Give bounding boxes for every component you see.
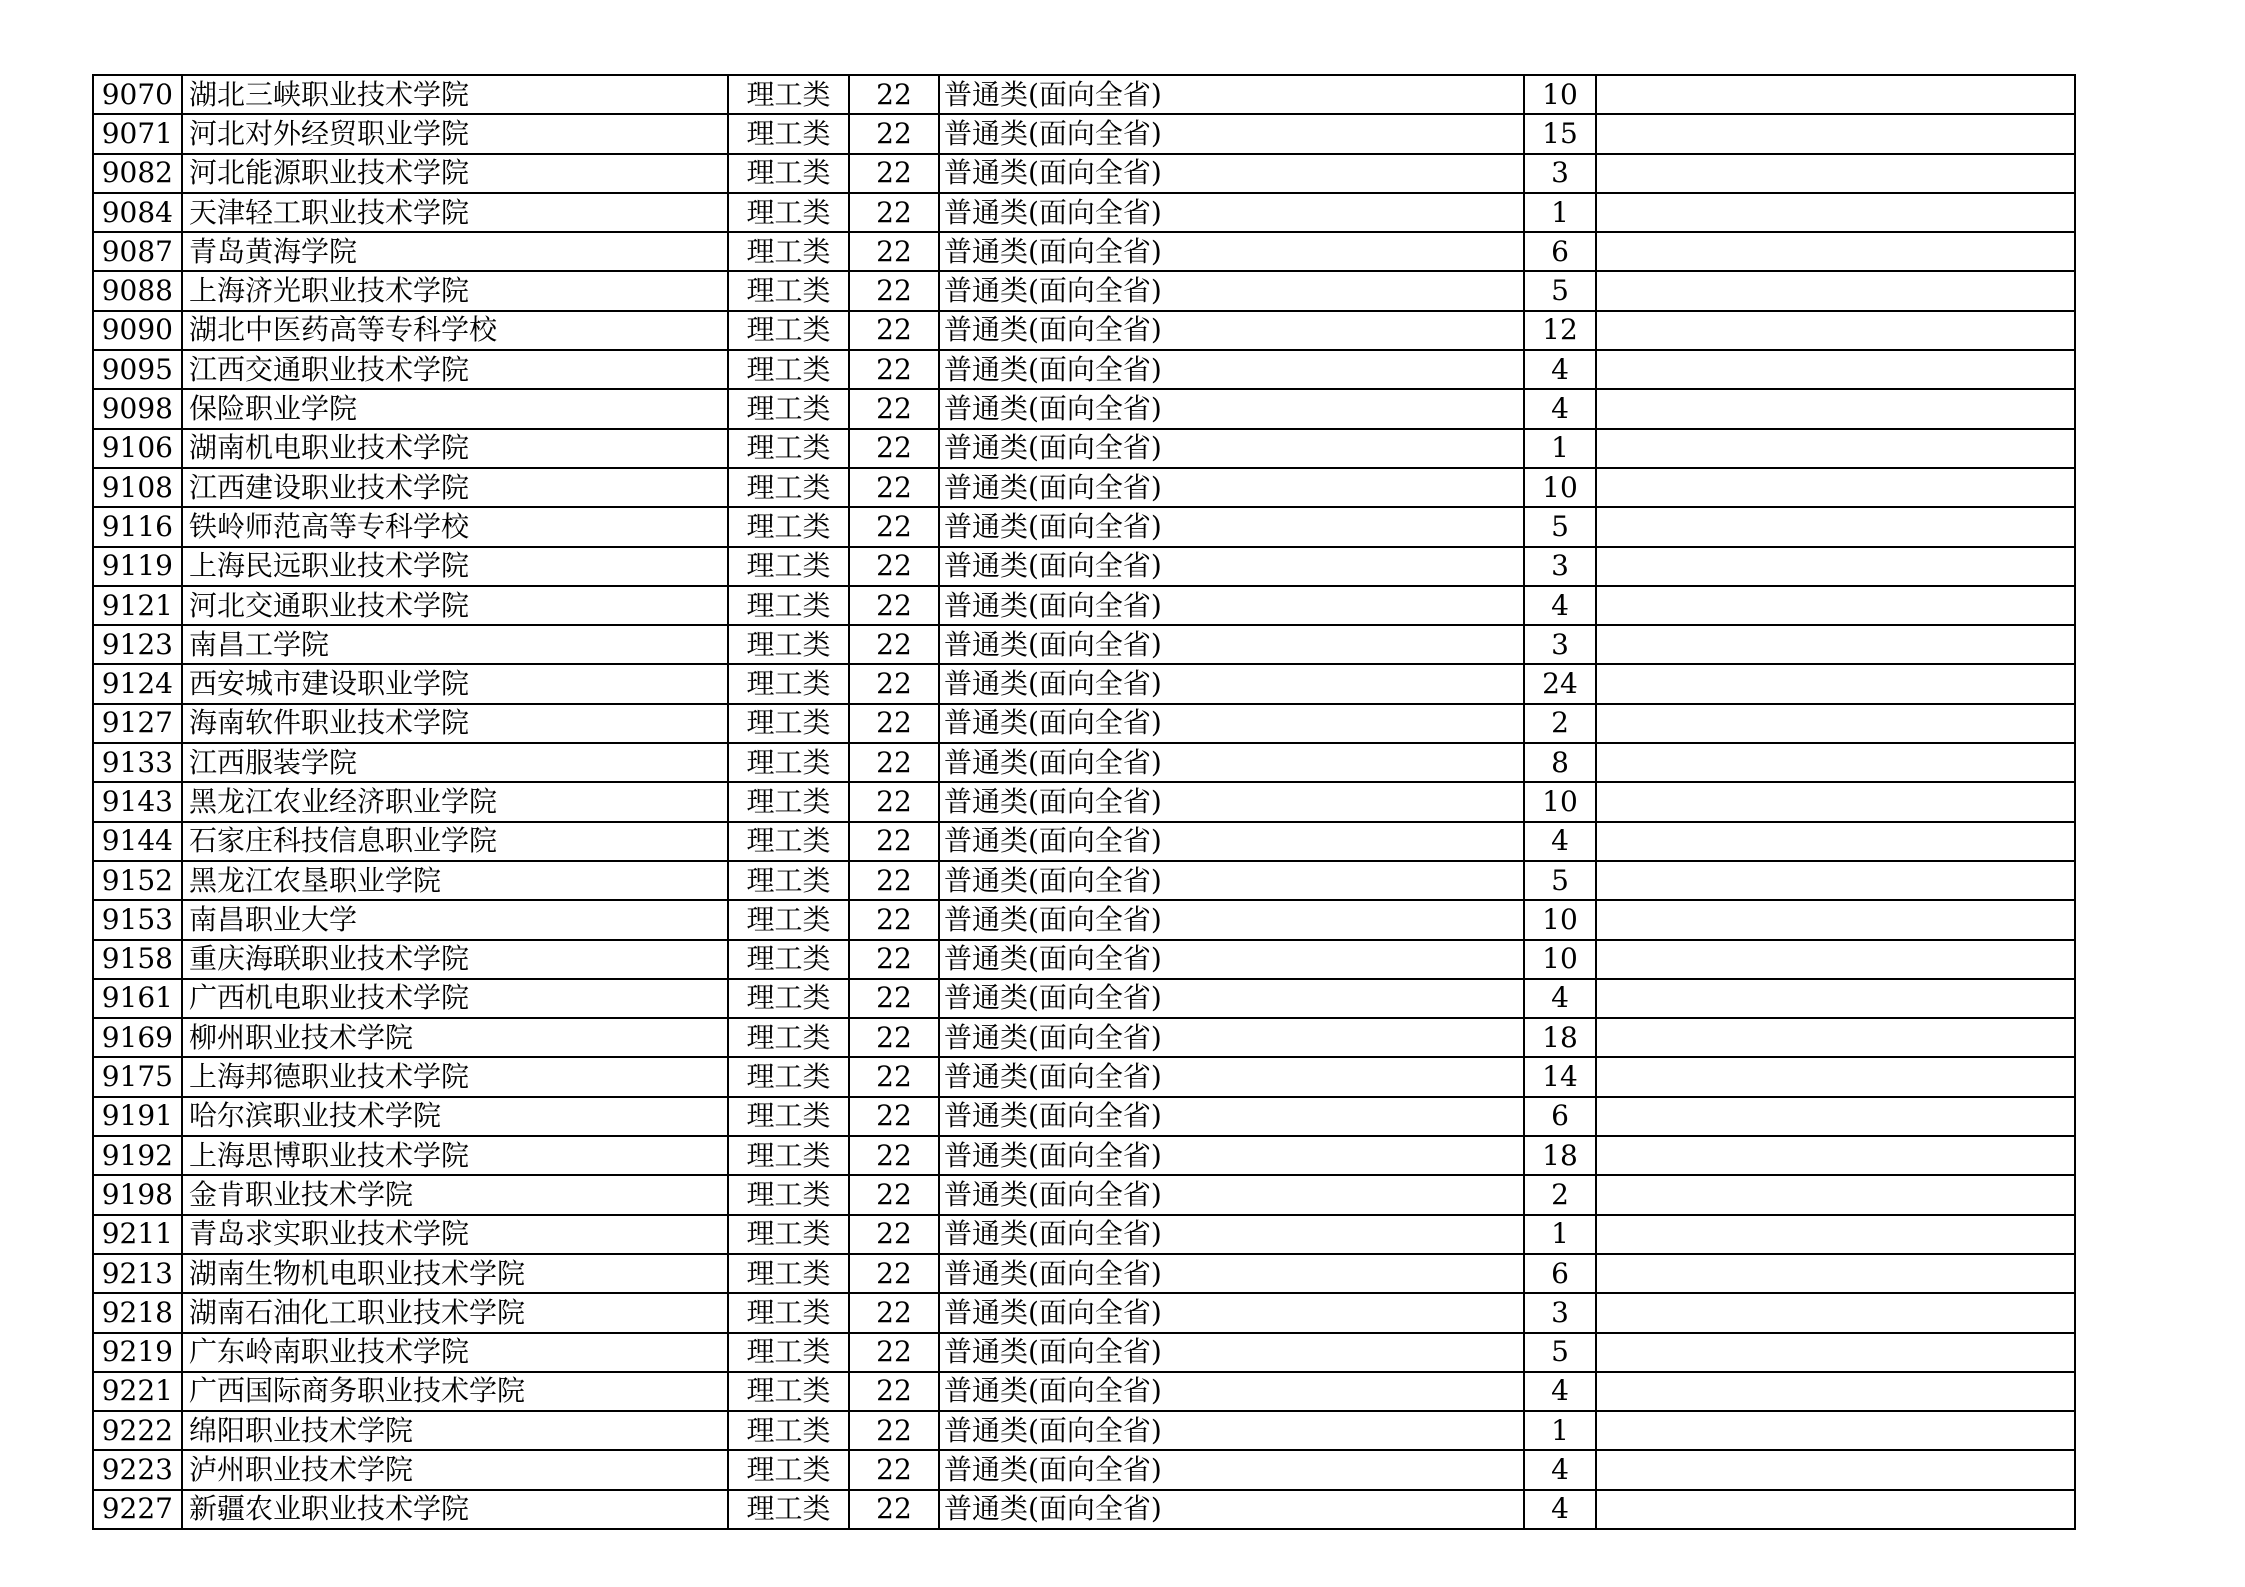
subject-category-cell: 理工类: [728, 1136, 849, 1175]
batch-code-cell: 22: [849, 979, 939, 1018]
subject-category-cell: 理工类: [728, 154, 849, 193]
plan-type-cell: 普通类(面向全省): [939, 507, 1524, 546]
table-row: [93, 271, 2075, 310]
school-name-cell: 湖南石油化工职业技术学院: [182, 1293, 728, 1332]
remarks-cell: [1596, 900, 2075, 939]
quota-count-cell: 4: [1524, 350, 1596, 389]
batch-code-cell: 22: [849, 782, 939, 821]
school-code-cell: 9127: [93, 704, 182, 743]
table-row: [93, 743, 2075, 782]
subject-category-cell: 理工类: [728, 1215, 849, 1254]
table-row: [93, 861, 2075, 900]
batch-code-cell: 22: [849, 1097, 939, 1136]
quota-count-cell: 10: [1524, 940, 1596, 979]
school-name-cell: 天津轻工职业技术学院: [182, 193, 728, 232]
remarks-cell: [1596, 154, 2075, 193]
table-row: [93, 232, 2075, 271]
school-name-cell: 西安城市建设职业学院: [182, 664, 728, 703]
table-row: [93, 1333, 2075, 1372]
school-name-cell: 上海思博职业技术学院: [182, 1136, 728, 1175]
school-name-cell: 柳州职业技术学院: [182, 1018, 728, 1057]
remarks-cell: [1596, 1450, 2075, 1489]
quota-count-cell: 5: [1524, 861, 1596, 900]
school-code-cell: 9095: [93, 350, 182, 389]
table-row: [93, 782, 2075, 821]
subject-category-cell: 理工类: [728, 1293, 849, 1332]
school-code-cell: 9084: [93, 193, 182, 232]
table-row: [93, 1215, 2075, 1254]
batch-code-cell: 22: [849, 193, 939, 232]
school-code-cell: 9219: [93, 1333, 182, 1372]
plan-type-cell: 普通类(面向全省): [939, 664, 1524, 703]
batch-code-cell: 22: [849, 75, 939, 114]
batch-code-cell: 22: [849, 1411, 939, 1450]
batch-code-cell: 22: [849, 271, 939, 310]
quota-count-cell: 4: [1524, 1372, 1596, 1411]
table-row: [93, 664, 2075, 703]
school-code-cell: 9087: [93, 232, 182, 271]
batch-code-cell: 22: [849, 232, 939, 271]
table-row: [93, 350, 2075, 389]
table-row: [93, 625, 2075, 664]
table-row: [93, 1057, 2075, 1096]
remarks-cell: [1596, 940, 2075, 979]
plan-type-cell: 普通类(面向全省): [939, 350, 1524, 389]
remarks-cell: [1596, 468, 2075, 507]
school-name-cell: 湖南机电职业技术学院: [182, 429, 728, 468]
quota-count-cell: 1: [1524, 429, 1596, 468]
batch-code-cell: 22: [849, 861, 939, 900]
table-body: [93, 75, 2075, 1529]
remarks-cell: [1596, 1293, 2075, 1332]
plan-type-cell: 普通类(面向全省): [939, 782, 1524, 821]
quota-count-cell: 4: [1524, 389, 1596, 428]
batch-code-cell: 22: [849, 625, 939, 664]
batch-code-cell: 22: [849, 154, 939, 193]
school-code-cell: 9133: [93, 743, 182, 782]
subject-category-cell: 理工类: [728, 507, 849, 546]
subject-category-cell: 理工类: [728, 1372, 849, 1411]
subject-category-cell: 理工类: [728, 350, 849, 389]
plan-type-cell: 普通类(面向全省): [939, 1333, 1524, 1372]
batch-code-cell: 22: [849, 1450, 939, 1489]
table-row: [93, 311, 2075, 350]
remarks-cell: [1596, 1136, 2075, 1175]
table-row: [93, 1293, 2075, 1332]
batch-code-cell: 22: [849, 900, 939, 939]
quota-count-cell: 3: [1524, 1293, 1596, 1332]
table-row: [93, 586, 2075, 625]
remarks-cell: [1596, 664, 2075, 703]
subject-category-cell: 理工类: [728, 586, 849, 625]
remarks-cell: [1596, 114, 2075, 153]
plan-type-cell: 普通类(面向全省): [939, 1372, 1524, 1411]
batch-code-cell: 22: [849, 1057, 939, 1096]
subject-category-cell: 理工类: [728, 232, 849, 271]
school-code-cell: 9198: [93, 1175, 182, 1214]
remarks-cell: [1596, 389, 2075, 428]
subject-category-cell: 理工类: [728, 1057, 849, 1096]
school-code-cell: 9152: [93, 861, 182, 900]
school-name-cell: 绵阳职业技术学院: [182, 1411, 728, 1450]
school-name-cell: 河北交通职业技术学院: [182, 586, 728, 625]
subject-category-cell: 理工类: [728, 743, 849, 782]
remarks-cell: [1596, 822, 2075, 861]
school-code-cell: 9144: [93, 822, 182, 861]
quota-count-cell: 1: [1524, 193, 1596, 232]
quota-count-cell: 6: [1524, 1254, 1596, 1293]
school-name-cell: 广西国际商务职业技术学院: [182, 1372, 728, 1411]
plan-type-cell: 普通类(面向全省): [939, 1490, 1524, 1529]
quota-count-cell: 8: [1524, 743, 1596, 782]
school-name-cell: 上海民远职业技术学院: [182, 547, 728, 586]
batch-code-cell: 22: [849, 429, 939, 468]
subject-category-cell: 理工类: [728, 311, 849, 350]
school-code-cell: 9143: [93, 782, 182, 821]
table-row: [93, 979, 2075, 1018]
table-row: [93, 507, 2075, 546]
school-name-cell: 湖南生物机电职业技术学院: [182, 1254, 728, 1293]
remarks-cell: [1596, 1097, 2075, 1136]
school-code-cell: 9124: [93, 664, 182, 703]
school-name-cell: 黑龙江农垦职业学院: [182, 861, 728, 900]
quota-count-cell: 5: [1524, 1333, 1596, 1372]
subject-category-cell: 理工类: [728, 547, 849, 586]
remarks-cell: [1596, 782, 2075, 821]
remarks-cell: [1596, 232, 2075, 271]
school-code-cell: 9213: [93, 1254, 182, 1293]
quota-count-cell: 10: [1524, 468, 1596, 507]
subject-category-cell: 理工类: [728, 193, 849, 232]
quota-count-cell: 24: [1524, 664, 1596, 703]
batch-code-cell: 22: [849, 1254, 939, 1293]
remarks-cell: [1596, 193, 2075, 232]
subject-category-cell: 理工类: [728, 468, 849, 507]
plan-type-cell: 普通类(面向全省): [939, 625, 1524, 664]
batch-code-cell: 22: [849, 822, 939, 861]
subject-category-cell: 理工类: [728, 822, 849, 861]
plan-type-cell: 普通类(面向全省): [939, 900, 1524, 939]
batch-code-cell: 22: [849, 547, 939, 586]
subject-category-cell: 理工类: [728, 429, 849, 468]
quota-count-cell: 4: [1524, 979, 1596, 1018]
remarks-cell: [1596, 1333, 2075, 1372]
remarks-cell: [1596, 1372, 2075, 1411]
school-code-cell: 9218: [93, 1293, 182, 1332]
quota-count-cell: 14: [1524, 1057, 1596, 1096]
table-row: [93, 1097, 2075, 1136]
table-row: [93, 1254, 2075, 1293]
quota-count-cell: 4: [1524, 1490, 1596, 1529]
school-name-cell: 黑龙江农业经济职业学院: [182, 782, 728, 821]
quota-count-cell: 1: [1524, 1411, 1596, 1450]
school-name-cell: 南昌工学院: [182, 625, 728, 664]
remarks-cell: [1596, 507, 2075, 546]
remarks-cell: [1596, 625, 2075, 664]
school-code-cell: 9090: [93, 311, 182, 350]
plan-type-cell: 普通类(面向全省): [939, 1175, 1524, 1214]
batch-code-cell: 22: [849, 389, 939, 428]
subject-category-cell: 理工类: [728, 1333, 849, 1372]
subject-category-cell: 理工类: [728, 1018, 849, 1057]
subject-category-cell: 理工类: [728, 664, 849, 703]
table-row: [93, 389, 2075, 428]
plan-type-cell: 普通类(面向全省): [939, 1018, 1524, 1057]
school-code-cell: 9161: [93, 979, 182, 1018]
plan-type-cell: 普通类(面向全省): [939, 979, 1524, 1018]
table-row: [93, 468, 2075, 507]
table-row: [93, 1136, 2075, 1175]
school-code-cell: 9123: [93, 625, 182, 664]
school-name-cell: 铁岭师范高等专科学校: [182, 507, 728, 546]
remarks-cell: [1596, 1490, 2075, 1529]
batch-code-cell: 22: [849, 311, 939, 350]
batch-code-cell: 22: [849, 586, 939, 625]
subject-category-cell: 理工类: [728, 861, 849, 900]
plan-type-cell: 普通类(面向全省): [939, 429, 1524, 468]
table-row: [93, 1490, 2075, 1529]
quota-count-cell: 4: [1524, 822, 1596, 861]
subject-category-cell: 理工类: [728, 1490, 849, 1529]
quota-count-cell: 10: [1524, 782, 1596, 821]
subject-category-cell: 理工类: [728, 1175, 849, 1214]
school-name-cell: 河北对外经贸职业学院: [182, 114, 728, 153]
table-row: [93, 154, 2075, 193]
quota-count-cell: 6: [1524, 1097, 1596, 1136]
subject-category-cell: 理工类: [728, 75, 849, 114]
school-code-cell: 9116: [93, 507, 182, 546]
remarks-cell: [1596, 743, 2075, 782]
plan-type-cell: 普通类(面向全省): [939, 1450, 1524, 1489]
school-code-cell: 9158: [93, 940, 182, 979]
school-name-cell: 海南软件职业技术学院: [182, 704, 728, 743]
batch-code-cell: 22: [849, 114, 939, 153]
remarks-cell: [1596, 547, 2075, 586]
subject-category-cell: 理工类: [728, 704, 849, 743]
subject-category-cell: 理工类: [728, 979, 849, 1018]
remarks-cell: [1596, 979, 2075, 1018]
plan-type-cell: 普通类(面向全省): [939, 193, 1524, 232]
plan-type-cell: 普通类(面向全省): [939, 1411, 1524, 1450]
quota-count-cell: 6: [1524, 232, 1596, 271]
plan-type-cell: 普通类(面向全省): [939, 1293, 1524, 1332]
table-row: [93, 429, 2075, 468]
plan-type-cell: 普通类(面向全省): [939, 1136, 1524, 1175]
school-code-cell: 9121: [93, 586, 182, 625]
batch-code-cell: 22: [849, 1018, 939, 1057]
batch-code-cell: 22: [849, 1175, 939, 1214]
batch-code-cell: 22: [849, 1333, 939, 1372]
plan-type-cell: 普通类(面向全省): [939, 704, 1524, 743]
school-name-cell: 青岛黄海学院: [182, 232, 728, 271]
school-code-cell: 9192: [93, 1136, 182, 1175]
school-name-cell: 江西交通职业技术学院: [182, 350, 728, 389]
batch-code-cell: 22: [849, 1136, 939, 1175]
table-row: [93, 1175, 2075, 1214]
plan-type-cell: 普通类(面向全省): [939, 468, 1524, 507]
school-code-cell: 9108: [93, 468, 182, 507]
quota-count-cell: 2: [1524, 704, 1596, 743]
school-name-cell: 湖北三峡职业技术学院: [182, 75, 728, 114]
subject-category-cell: 理工类: [728, 1097, 849, 1136]
quota-count-cell: 18: [1524, 1136, 1596, 1175]
quota-count-cell: 18: [1524, 1018, 1596, 1057]
remarks-cell: [1596, 1175, 2075, 1214]
subject-category-cell: 理工类: [728, 114, 849, 153]
table-row: [93, 547, 2075, 586]
quota-count-cell: 3: [1524, 625, 1596, 664]
remarks-cell: [1596, 75, 2075, 114]
subject-category-cell: 理工类: [728, 1254, 849, 1293]
plan-type-cell: 普通类(面向全省): [939, 311, 1524, 350]
school-code-cell: 9106: [93, 429, 182, 468]
remarks-cell: [1596, 586, 2075, 625]
table-row: [93, 940, 2075, 979]
school-name-cell: 新疆农业职业技术学院: [182, 1490, 728, 1529]
plan-type-cell: 普通类(面向全省): [939, 743, 1524, 782]
table-row: [93, 704, 2075, 743]
school-code-cell: 9175: [93, 1057, 182, 1096]
subject-category-cell: 理工类: [728, 1450, 849, 1489]
quota-count-cell: 4: [1524, 586, 1596, 625]
plan-type-cell: 普通类(面向全省): [939, 586, 1524, 625]
school-code-cell: 9191: [93, 1097, 182, 1136]
plan-type-cell: 普通类(面向全省): [939, 154, 1524, 193]
quota-count-cell: 2: [1524, 1175, 1596, 1214]
school-code-cell: 9221: [93, 1372, 182, 1411]
subject-category-cell: 理工类: [728, 625, 849, 664]
quota-count-cell: 3: [1524, 154, 1596, 193]
remarks-cell: [1596, 1254, 2075, 1293]
school-code-cell: 9071: [93, 114, 182, 153]
quota-count-cell: 1: [1524, 1215, 1596, 1254]
plan-type-cell: 普通类(面向全省): [939, 940, 1524, 979]
school-code-cell: 9070: [93, 75, 182, 114]
batch-code-cell: 22: [849, 1372, 939, 1411]
school-name-cell: 石家庄科技信息职业学院: [182, 822, 728, 861]
school-name-cell: 重庆海联职业技术学院: [182, 940, 728, 979]
batch-code-cell: 22: [849, 507, 939, 546]
school-code-cell: 9153: [93, 900, 182, 939]
batch-code-cell: 22: [849, 1293, 939, 1332]
subject-category-cell: 理工类: [728, 940, 849, 979]
school-code-cell: 9211: [93, 1215, 182, 1254]
school-code-cell: 9222: [93, 1411, 182, 1450]
school-name-cell: 金肯职业技术学院: [182, 1175, 728, 1214]
enrollment-plan-table: [92, 74, 2076, 1530]
plan-type-cell: 普通类(面向全省): [939, 1097, 1524, 1136]
table-row: [93, 1018, 2075, 1057]
remarks-cell: [1596, 1018, 2075, 1057]
remarks-cell: [1596, 271, 2075, 310]
batch-code-cell: 22: [849, 1490, 939, 1529]
school-name-cell: 广东岭南职业技术学院: [182, 1333, 728, 1372]
remarks-cell: [1596, 704, 2075, 743]
plan-type-cell: 普通类(面向全省): [939, 1215, 1524, 1254]
table-row: [93, 75, 2075, 114]
plan-type-cell: 普通类(面向全省): [939, 822, 1524, 861]
quota-count-cell: 15: [1524, 114, 1596, 153]
school-name-cell: 南昌职业大学: [182, 900, 728, 939]
school-name-cell: 江西服装学院: [182, 743, 728, 782]
plan-type-cell: 普通类(面向全省): [939, 75, 1524, 114]
batch-code-cell: 22: [849, 1215, 939, 1254]
school-name-cell: 哈尔滨职业技术学院: [182, 1097, 728, 1136]
school-name-cell: 上海济光职业技术学院: [182, 271, 728, 310]
plan-type-cell: 普通类(面向全省): [939, 547, 1524, 586]
remarks-cell: [1596, 350, 2075, 389]
table-row: [93, 1372, 2075, 1411]
quota-count-cell: 5: [1524, 507, 1596, 546]
plan-type-cell: 普通类(面向全省): [939, 861, 1524, 900]
subject-category-cell: 理工类: [728, 389, 849, 428]
batch-code-cell: 22: [849, 664, 939, 703]
batch-code-cell: 22: [849, 704, 939, 743]
school-name-cell: 江西建设职业技术学院: [182, 468, 728, 507]
quota-count-cell: 3: [1524, 547, 1596, 586]
table-row: [93, 193, 2075, 232]
subject-category-cell: 理工类: [728, 900, 849, 939]
remarks-cell: [1596, 861, 2075, 900]
batch-code-cell: 22: [849, 468, 939, 507]
plan-type-cell: 普通类(面向全省): [939, 271, 1524, 310]
school-name-cell: 青岛求实职业技术学院: [182, 1215, 728, 1254]
subject-category-cell: 理工类: [728, 1411, 849, 1450]
plan-type-cell: 普通类(面向全省): [939, 389, 1524, 428]
table-row: [93, 1450, 2075, 1489]
school-name-cell: 保险职业学院: [182, 389, 728, 428]
table-row: [93, 900, 2075, 939]
remarks-cell: [1596, 429, 2075, 468]
quota-count-cell: 12: [1524, 311, 1596, 350]
quota-count-cell: 4: [1524, 1450, 1596, 1489]
school-code-cell: 9098: [93, 389, 182, 428]
quota-count-cell: 5: [1524, 271, 1596, 310]
school-name-cell: 上海邦德职业技术学院: [182, 1057, 728, 1096]
subject-category-cell: 理工类: [728, 782, 849, 821]
school-name-cell: 泸州职业技术学院: [182, 1450, 728, 1489]
table-row: [93, 822, 2075, 861]
school-code-cell: 9169: [93, 1018, 182, 1057]
school-code-cell: 9088: [93, 271, 182, 310]
plan-type-cell: 普通类(面向全省): [939, 114, 1524, 153]
table-row: [93, 114, 2075, 153]
school-code-cell: 9223: [93, 1450, 182, 1489]
table-row: [93, 1411, 2075, 1450]
plan-type-cell: 普通类(面向全省): [939, 1057, 1524, 1096]
batch-code-cell: 22: [849, 743, 939, 782]
quota-count-cell: 10: [1524, 75, 1596, 114]
school-name-cell: 河北能源职业技术学院: [182, 154, 728, 193]
plan-type-cell: 普通类(面向全省): [939, 1254, 1524, 1293]
quota-count-cell: 10: [1524, 900, 1596, 939]
subject-category-cell: 理工类: [728, 271, 849, 310]
school-code-cell: 9119: [93, 547, 182, 586]
remarks-cell: [1596, 1411, 2075, 1450]
school-code-cell: 9227: [93, 1490, 182, 1529]
school-code-cell: 9082: [93, 154, 182, 193]
batch-code-cell: 22: [849, 350, 939, 389]
remarks-cell: [1596, 1057, 2075, 1096]
batch-code-cell: 22: [849, 940, 939, 979]
plan-type-cell: 普通类(面向全省): [939, 232, 1524, 271]
school-name-cell: 广西机电职业技术学院: [182, 979, 728, 1018]
remarks-cell: [1596, 1215, 2075, 1254]
school-name-cell: 湖北中医药高等专科学校: [182, 311, 728, 350]
remarks-cell: [1596, 311, 2075, 350]
